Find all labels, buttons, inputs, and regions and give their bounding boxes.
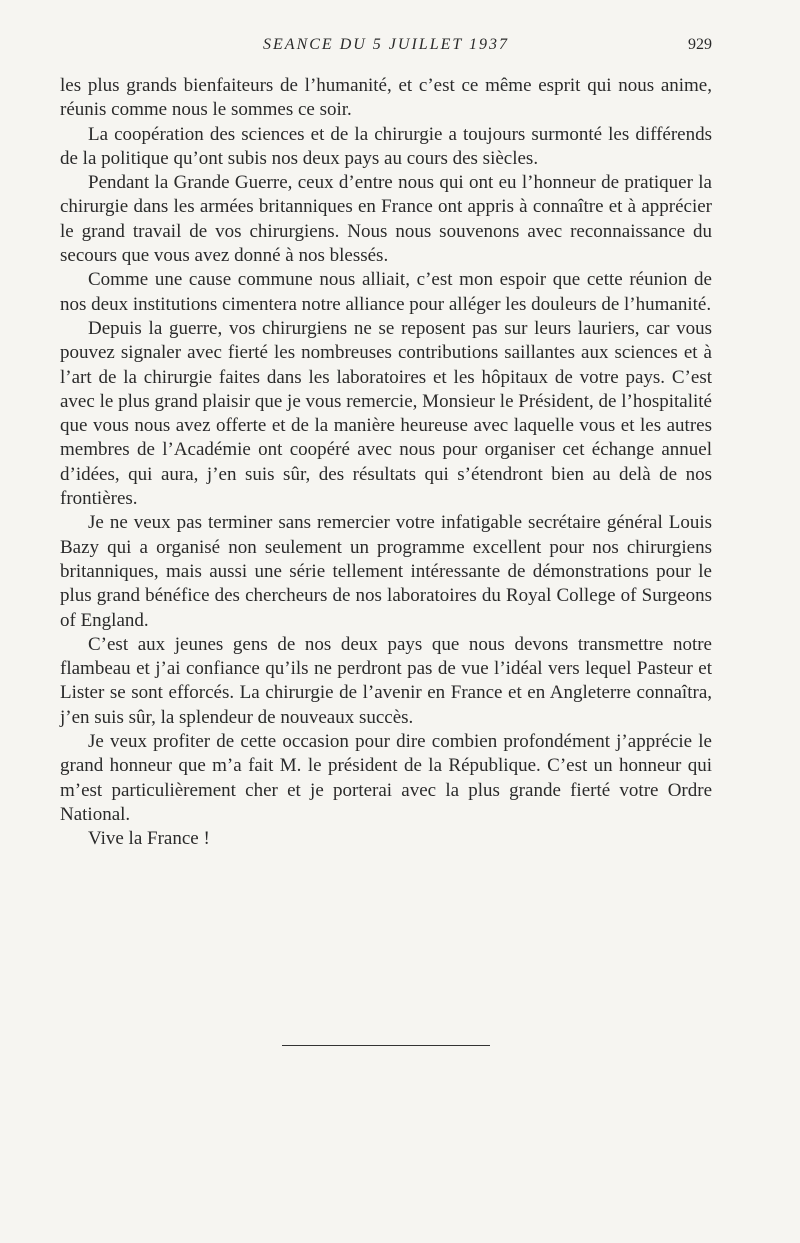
paragraph: Je ne veux pas terminer sans remercier votre infatigable secrétaire général Louis Bazy qui a organisé non seulement un programme excellent pour nos chirurgiens britanniques, mais aussi une série tellement intéressante de démonstrations pour le plus grand bénéfice des chercheurs de nos laboratoires du Royal College of Surgeons of England. bbox=[60, 512, 712, 631]
paragraph: Comme une cause commune nous alliait, c’est mon espoir que cette réunion de nos deux institutions cimentera notre alliance pour alléger les douleurs de l’humanité. bbox=[60, 269, 712, 315]
page-header bbox=[60, 34, 712, 58]
page-number: 929 bbox=[688, 36, 712, 53]
running-title: SEANCE DU 5 JUILLET 1937 bbox=[263, 36, 509, 53]
paragraph: C’est aux jeunes gens de nos deux pays que nous devons transmettre notre flambeau et j’ai confiance qu’ils ne perdront pas de vue l’idéal vers lequel Pasteur et Lister se sont efforcés. La chirurgie de l’avenir en France et en Angleterre connaîtra, j’en suis sûr, la splendeur de nouveaux succès. bbox=[60, 633, 712, 728]
paragraph-continuation: les plus grands bienfaiteurs de l’humanité, et c’est ce même esprit qui nous anime, réunis comme nous le sommes ce soir. bbox=[60, 75, 712, 121]
paragraph: Pendant la Grande Guerre, ceux d’entre nous qui ont eu l’honneur de pratiquer la chirurgie dans les armées britanniques en France ont appris à connaître et à apprécier le grand travail de vos chirurgiens. Nous nous souvenons avec reconnaissance du secours que vous avez donné à nos blessés. bbox=[60, 172, 712, 267]
closing-rule bbox=[282, 1045, 490, 1046]
paragraph: Depuis la guerre, vos chirurgiens ne se reposent pas sur leurs lauriers, car vous pouvez signaler avec fierté les nombreuses contributions saillantes aux sciences et à l’art de la chirurgie faites dans les laboratoires et les hôpitaux de votre pays. C’est avec le plus grand plaisir que je vous remercie, Monsieur le Président, de l’hospitalité que vous nous avez offerte et de la manière heureuse avec laquelle vous et les autres membres de l’Académie ont coopéré avec nous pour organiser cet échange annuel d’idées, qui aura, j’en suis sûr, des résultats qui s’étendront bien au delà de nos frontières. bbox=[60, 317, 712, 510]
closing-exclamation: Vive la France ! bbox=[88, 828, 210, 850]
paragraph: Je veux profiter de cette occasion pour dire combien profondément j’apprécie le grand honneur que m’a fait M. le président de la République. C’est un honneur qui m’est particulièrement cher et je porterai avec la plus grande fierté votre Ordre National. bbox=[60, 731, 712, 825]
body-text bbox=[60, 74, 712, 852]
paragraph: La coopération des sciences et de la chirurgie a toujours surmonté les différends de la politique qu’ont subis nos deux pays au cours des siècles. bbox=[60, 123, 712, 169]
